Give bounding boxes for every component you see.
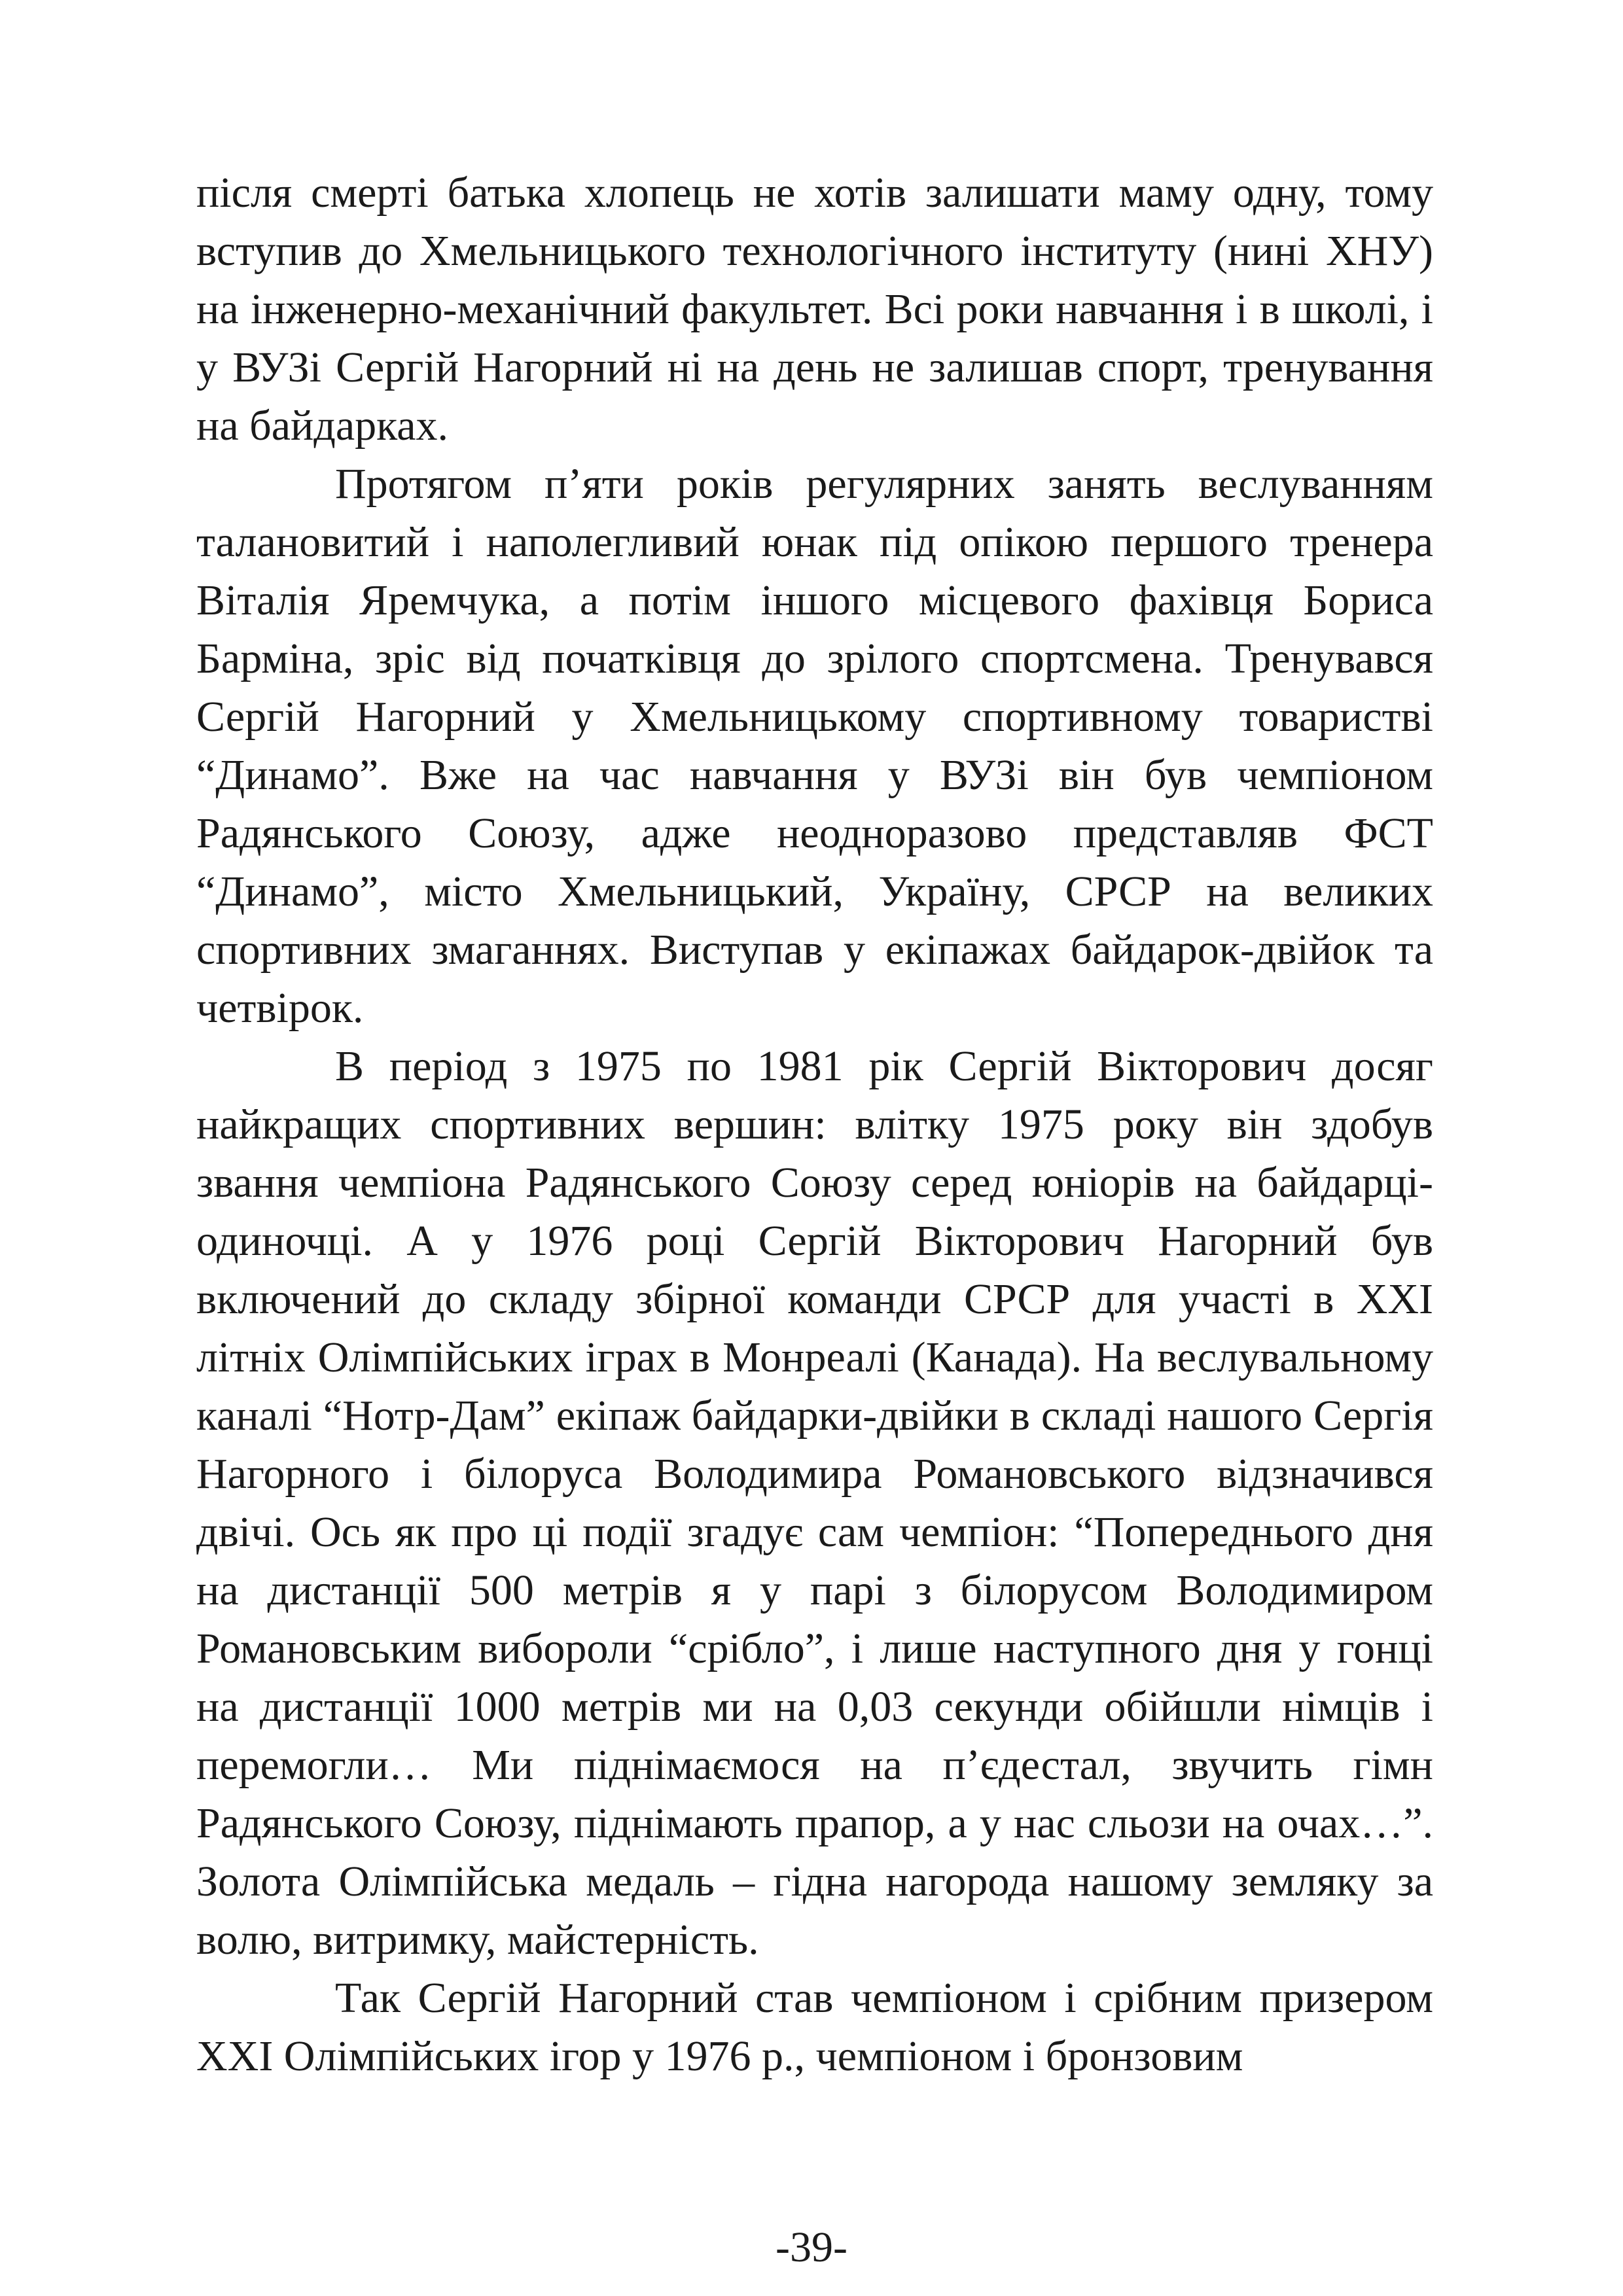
- paragraph-2: Протягом п’яти років регулярних занять веслуванням талановитий і наполегливий юнак під опікою першого тренера Віталія Яремчука, а потім іншого місцевого фахівця Бориса Бармiна, зріс від початківця до зрілого спортсмена. Тренувався Сергій Нагорний у Хмельницькому спортивному товаристві “Динамо”. Вже на час навчання у ВУЗі він був чемпіоном Радянського Союзу, адже неодноразово представляв ФСТ “Динамо”, місто Хмельницький, Україну, СРСР на великих спортивних змаганнях. Виступав у екіпажах байдарок-двійок та четвірок.: [196, 460, 1433, 1032]
- paragraph-4: Так Сергій Нагорний став чемпіоном і срібним призером ХХІ Олімпійських ігор у 1976 р., чемпіоном і бронзовим: [196, 1974, 1433, 2080]
- page-body: [196, 164, 1433, 2205]
- page-number: -39-: [776, 2223, 847, 2271]
- paragraph-1: після смерті батька хлопець не хотів залишати маму одну, тому вступив до Хмельницького технологічного інституту (нині ХНУ) на інженерно-механічний факультет. Всі роки навчання і в школі, і у ВУЗі Сергій Нагорний ні на день не залишав спорт, тренування на байдарках.: [196, 169, 1433, 450]
- paragraph-3: В період з 1975 по 1981 рік Сергій Вікторович досяг найкращих спортивних вершин: влітку 1975 року він здобув звання чемпіона Радянського Союзу серед юніорів на байдарці-одиночці. А у 1976 році Сергій Вікторович Нагорний був включений до складу збірної команди СРСР для участі в ХХІ літніх Олімпійських іграх в Монреалі (Канада). На веслувальному каналі “Нотр-Дам” екіпаж байдарки-двійки в складі нашого Сергія Нагорного і білоруса Володимира Романовського відзначився двічі. Ось як про ці події згадує сам чемпіон: “Попереднього дня на дистанції 500 метрів я у парі з білорусом Володимиром Романовським вибороли “срібло”, і лише наступного дня у гонці на дистанції 1000 метрів ми на 0,03 секунди обійшли німців і перемогли… Ми піднімаємося на п’єдестал, звучить гімн Радянського Союзу, піднімають прапор, а у нас сльози на очах…”. Золота Олімпійська медаль – гідна нагорода нашому земляку за волю, витримку, майстерність.: [196, 1042, 1433, 1964]
